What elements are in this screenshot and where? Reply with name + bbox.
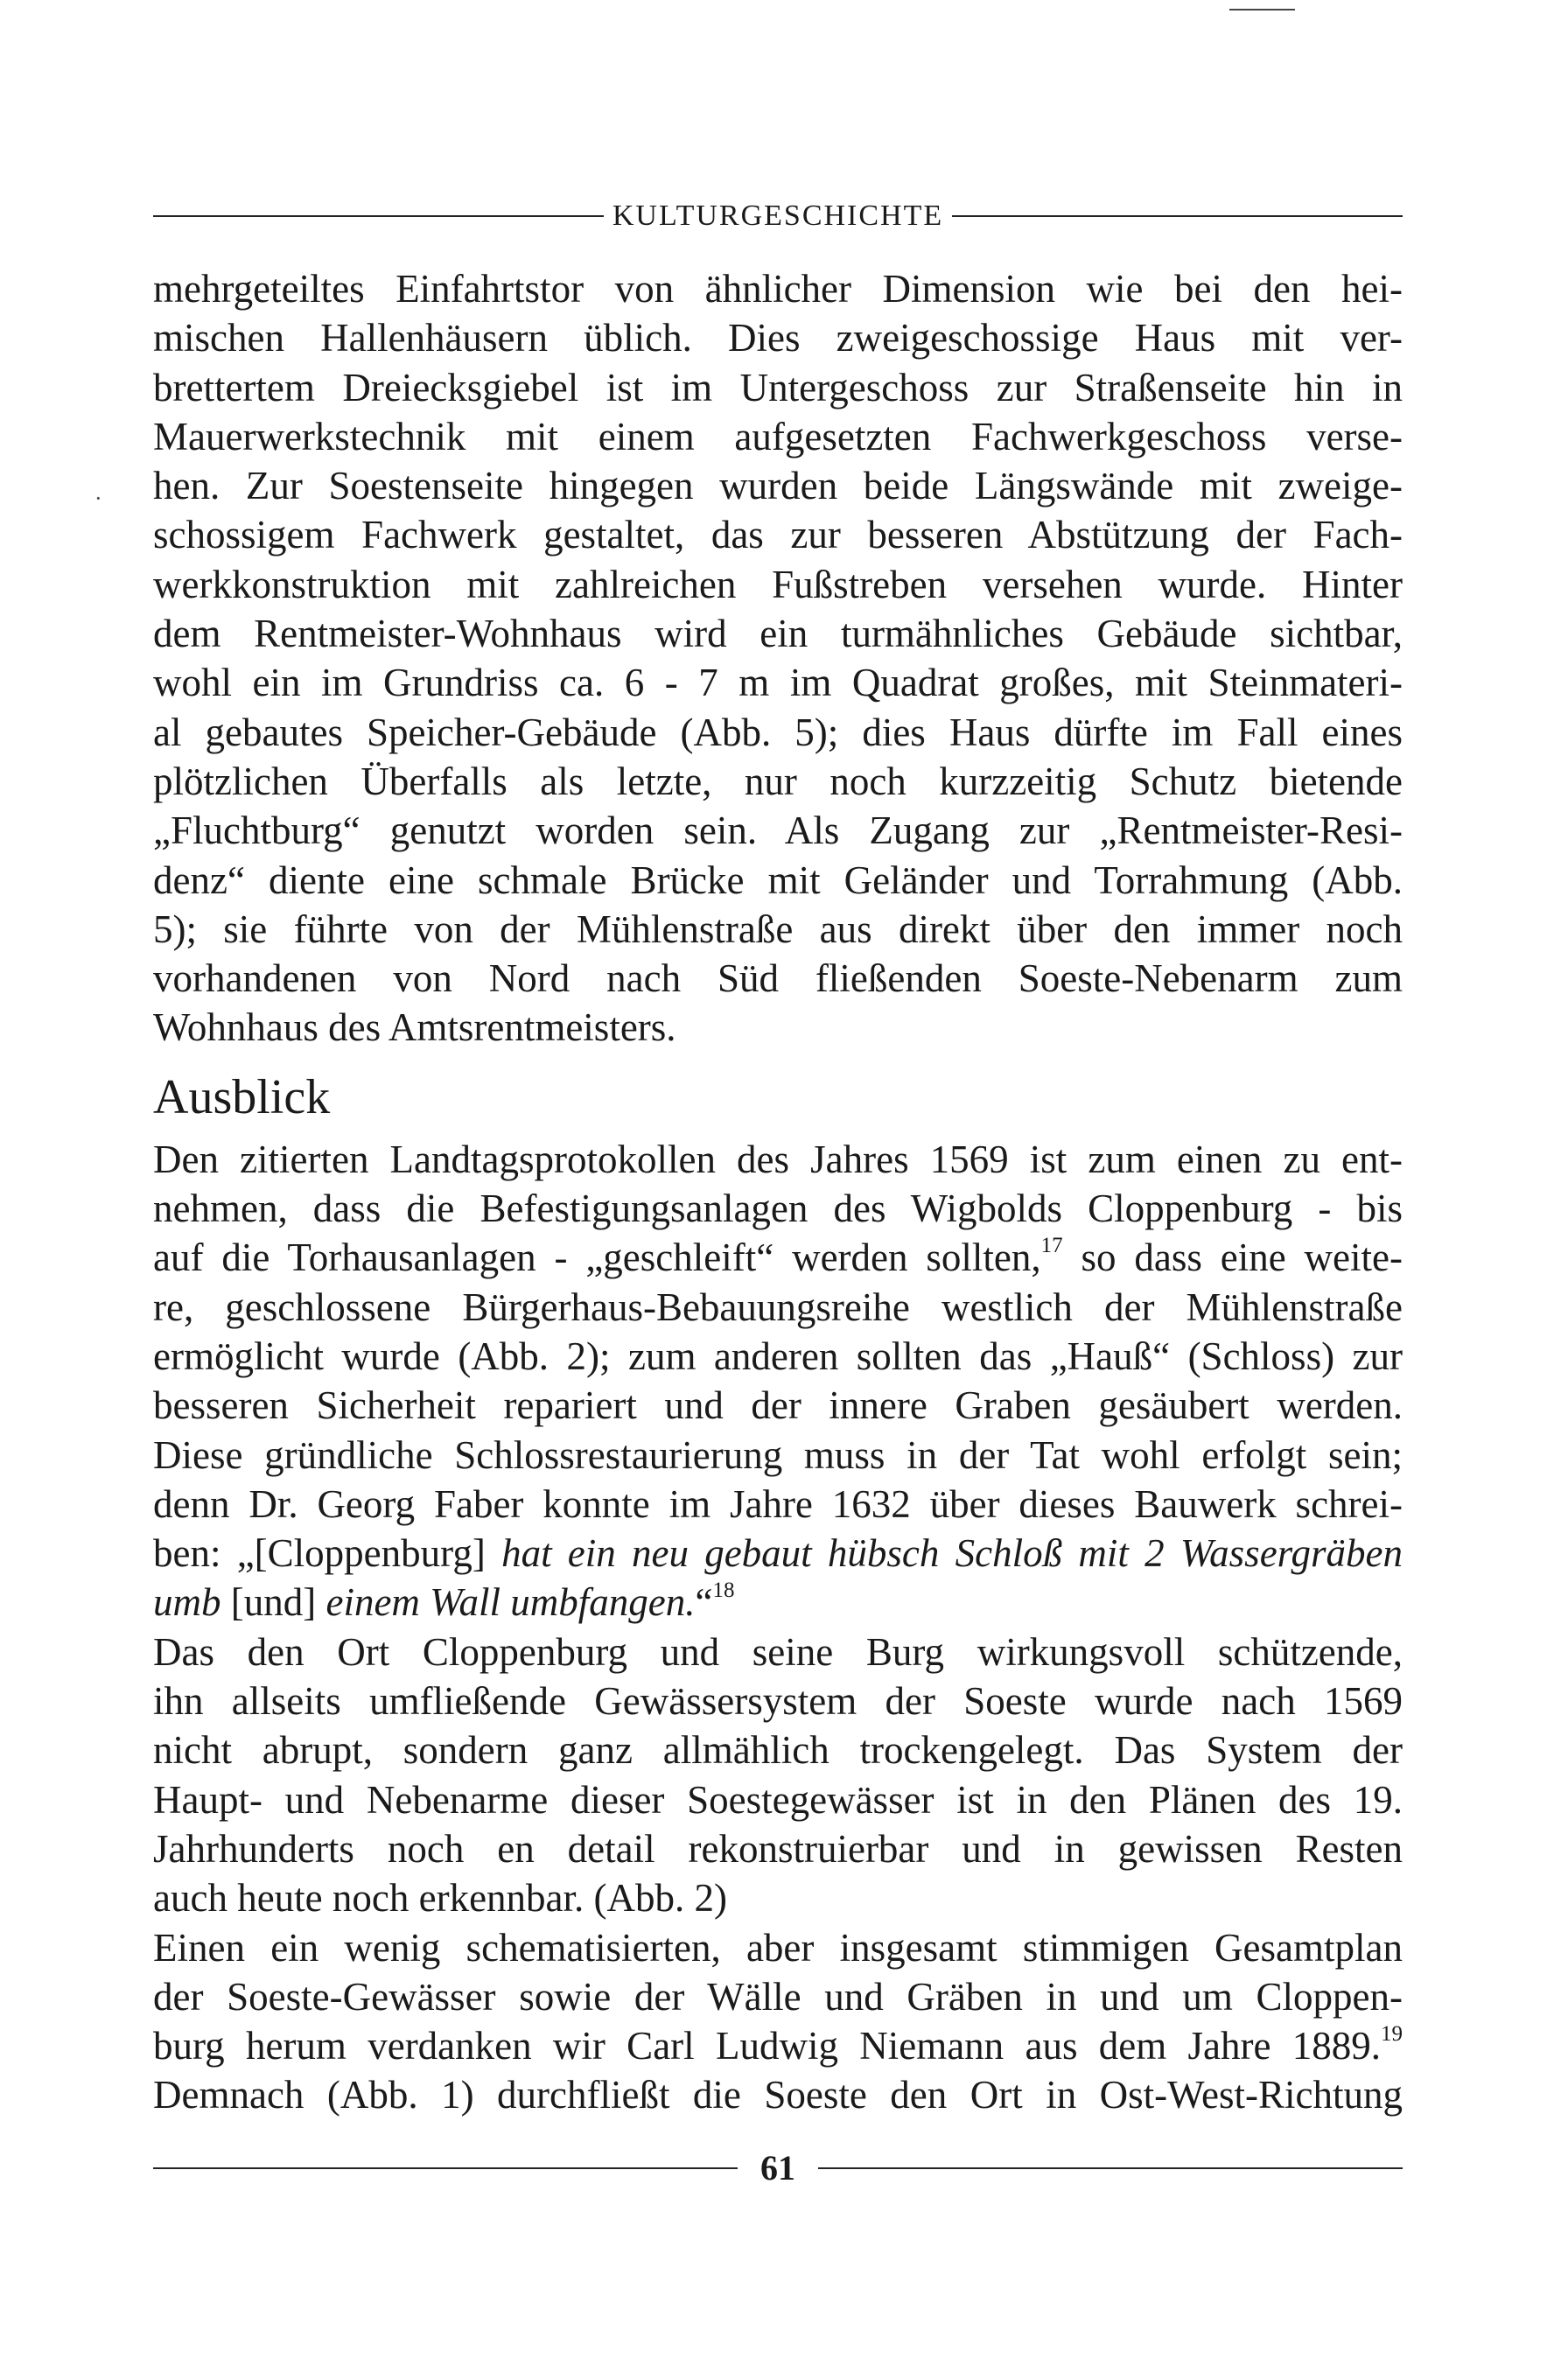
text-span: “ [695, 1580, 713, 1625]
text-line: nehmen, dass die Befestigungsanlagen des Wigbolds Cloppenburg - bis [153, 1186, 1403, 1231]
quote-italic: hat ein neu gebaut hübsch Schloß mit 2 Wassergräben [501, 1531, 1403, 1576]
text-line: denz“ diente eine schmale Brücke mit Geländer und Torrahmung (Abb. [153, 858, 1403, 902]
text-line: nicht abrupt, sondern ganz allmählich trockengelegt. Das System der [153, 1728, 1403, 1773]
text-span: so dass eine weite- [1062, 1236, 1403, 1280]
text-line: schossigem Fachwerk gestaltet, das zur besseren Abstützung der Fach- [153, 513, 1403, 557]
text-line: brettertem Dreiecksgiebel ist im Untergeschoss zur Straßenseite hin in [153, 365, 1403, 410]
text-line: Haupt- und Nebenarme dieser Soestegewässer ist in den Plänen des 19. [153, 1777, 1403, 1822]
page-number: 61 [760, 2148, 795, 2188]
text-line: Jahrhunderts noch en detail rekonstruierbar und in gewissen Resten [153, 1826, 1403, 1871]
paragraph-1 [153, 264, 1403, 1053]
running-header-title: KULTURGESCHICHTE [612, 200, 944, 232]
text-line: mischen Hallenhäusern üblich. Dies zweigeschossige Haus mit ver- [153, 316, 1403, 360]
page-footer [153, 2147, 1403, 2188]
footnote-ref: 17 [1040, 1234, 1063, 1258]
text-line: plötzlichen Überfalls als letzte, nur noch kurzzeitig Schutz bietende [153, 759, 1403, 803]
text-line: denn Dr. Georg Faber konnte im Jahre 1632 über dieses Bauwerk schrei- [153, 1481, 1403, 1526]
text-line [153, 1529, 1403, 1578]
text-line: al gebautes Speicher-Gebäude (Abb. 5); dies Haus dürfte im Fall eines [153, 710, 1403, 754]
text-line: dem Rentmeister-Wohnhaus wird ein turmähnliches Gebäude sichtbar, [153, 612, 1403, 656]
text-span: auf die Torhausanlagen - „geschleift“ werden sollten, [153, 1236, 1041, 1280]
running-header [153, 200, 1403, 233]
text-line: der Soeste-Gewässer sowie der Wälle und Gräben in und um Cloppen- [153, 1974, 1403, 2019]
footer-rule-left [153, 2167, 738, 2169]
text-line: Den zitierten Landtagsprotokollen des Jahres 1569 ist zum einen zu ent- [153, 1137, 1403, 1181]
quote-italic: einem Wall umbfangen. [326, 1580, 696, 1625]
text-line [153, 1233, 1403, 1282]
header-rule-left [153, 215, 604, 217]
page-body [153, 264, 1403, 2120]
footnote-ref: 19 [1381, 2021, 1403, 2046]
text-line: Einen ein wenig schematisierten, aber insgesamt stimmigen Gesamtplan [153, 1925, 1403, 1970]
text-line [153, 1578, 1403, 1627]
text-span: ben: „[Cloppenburg] [153, 1531, 502, 1576]
text-line: auch heute noch erkennbar. (Abb. 2) [153, 1876, 727, 1921]
quote-italic: umb [153, 1580, 221, 1625]
paragraph-2 [153, 1135, 1403, 1628]
header-rule-right [952, 215, 1403, 217]
text-line: „Fluchtburg“ genutzt worden sein. Als Zugang zur „Rentmeister-Resi- [153, 808, 1403, 853]
text-line [153, 2021, 1403, 2070]
text-line: Das den Ort Cloppenburg und seine Burg wirkungsvoll schützende, [153, 1629, 1403, 1674]
paragraph-4 [153, 1923, 1403, 2120]
footnote-ref: 18 [712, 1578, 735, 1603]
text-line: 5); sie führte von der Mühlenstraße aus direkt über den immer noch [153, 906, 1403, 951]
text-line: hen. Zur Soestenseite hingegen wurden beide Längswände mit zweige- [153, 464, 1403, 508]
text-span: burg herum verdanken wir Carl Ludwig Niemann aus dem Jahre 1889. [153, 2024, 1381, 2068]
text-line: Wohnhaus des Amtsrentmeisters. [153, 1005, 676, 1050]
text-line: wohl ein im Grundriss ca. 6 - 7 m im Quadrat großes, mit Steinmateri- [153, 661, 1403, 705]
text-line: mehrgeteiltes Einfahrtstor von ähnlicher Dimension wie bei den hei- [153, 267, 1403, 311]
top-edge-mark [1229, 9, 1295, 10]
text-line: Demnach (Abb. 1) durchfließt die Soeste den Ort in Ost-West-Richtung [153, 2073, 1403, 2118]
text-span: [und] [220, 1580, 326, 1625]
text-line: ihn allseits umfließende Gewässersystem der Soeste wurde nach 1569 [153, 1679, 1403, 1724]
text-line: re, geschlossene Bürgerhaus-Bebauungsreihe westlich der Mühlenstraße [153, 1284, 1403, 1329]
text-line: vorhandenen von Nord nach Süd fließenden Soeste-Nebenarm zum [153, 956, 1403, 1001]
text-line: ermöglicht wurde (Abb. 2); zum anderen sollten das „Hauß“ (Schloss) zur [153, 1334, 1403, 1378]
paragraph-3 [153, 1628, 1403, 1923]
text-line: Diese gründliche Schlossrestaurierung muss in der Tat wohl erfolgt sein; [153, 1432, 1403, 1477]
text-line: besseren Sicherheit repariert und der innere Graben gesäubert werden. [153, 1383, 1403, 1428]
text-line: Mauerwerkstechnik mit einem aufgesetzten Fachwerkgeschoss verse- [153, 414, 1403, 458]
footer-rule-right [818, 2167, 1403, 2169]
text-line: werkkonstruktion mit zahlreichen Fußstreben versehen wurde. Hinter [153, 562, 1403, 606]
section-heading: Ausblick [153, 1069, 331, 1124]
margin-mark: · [94, 486, 102, 511]
